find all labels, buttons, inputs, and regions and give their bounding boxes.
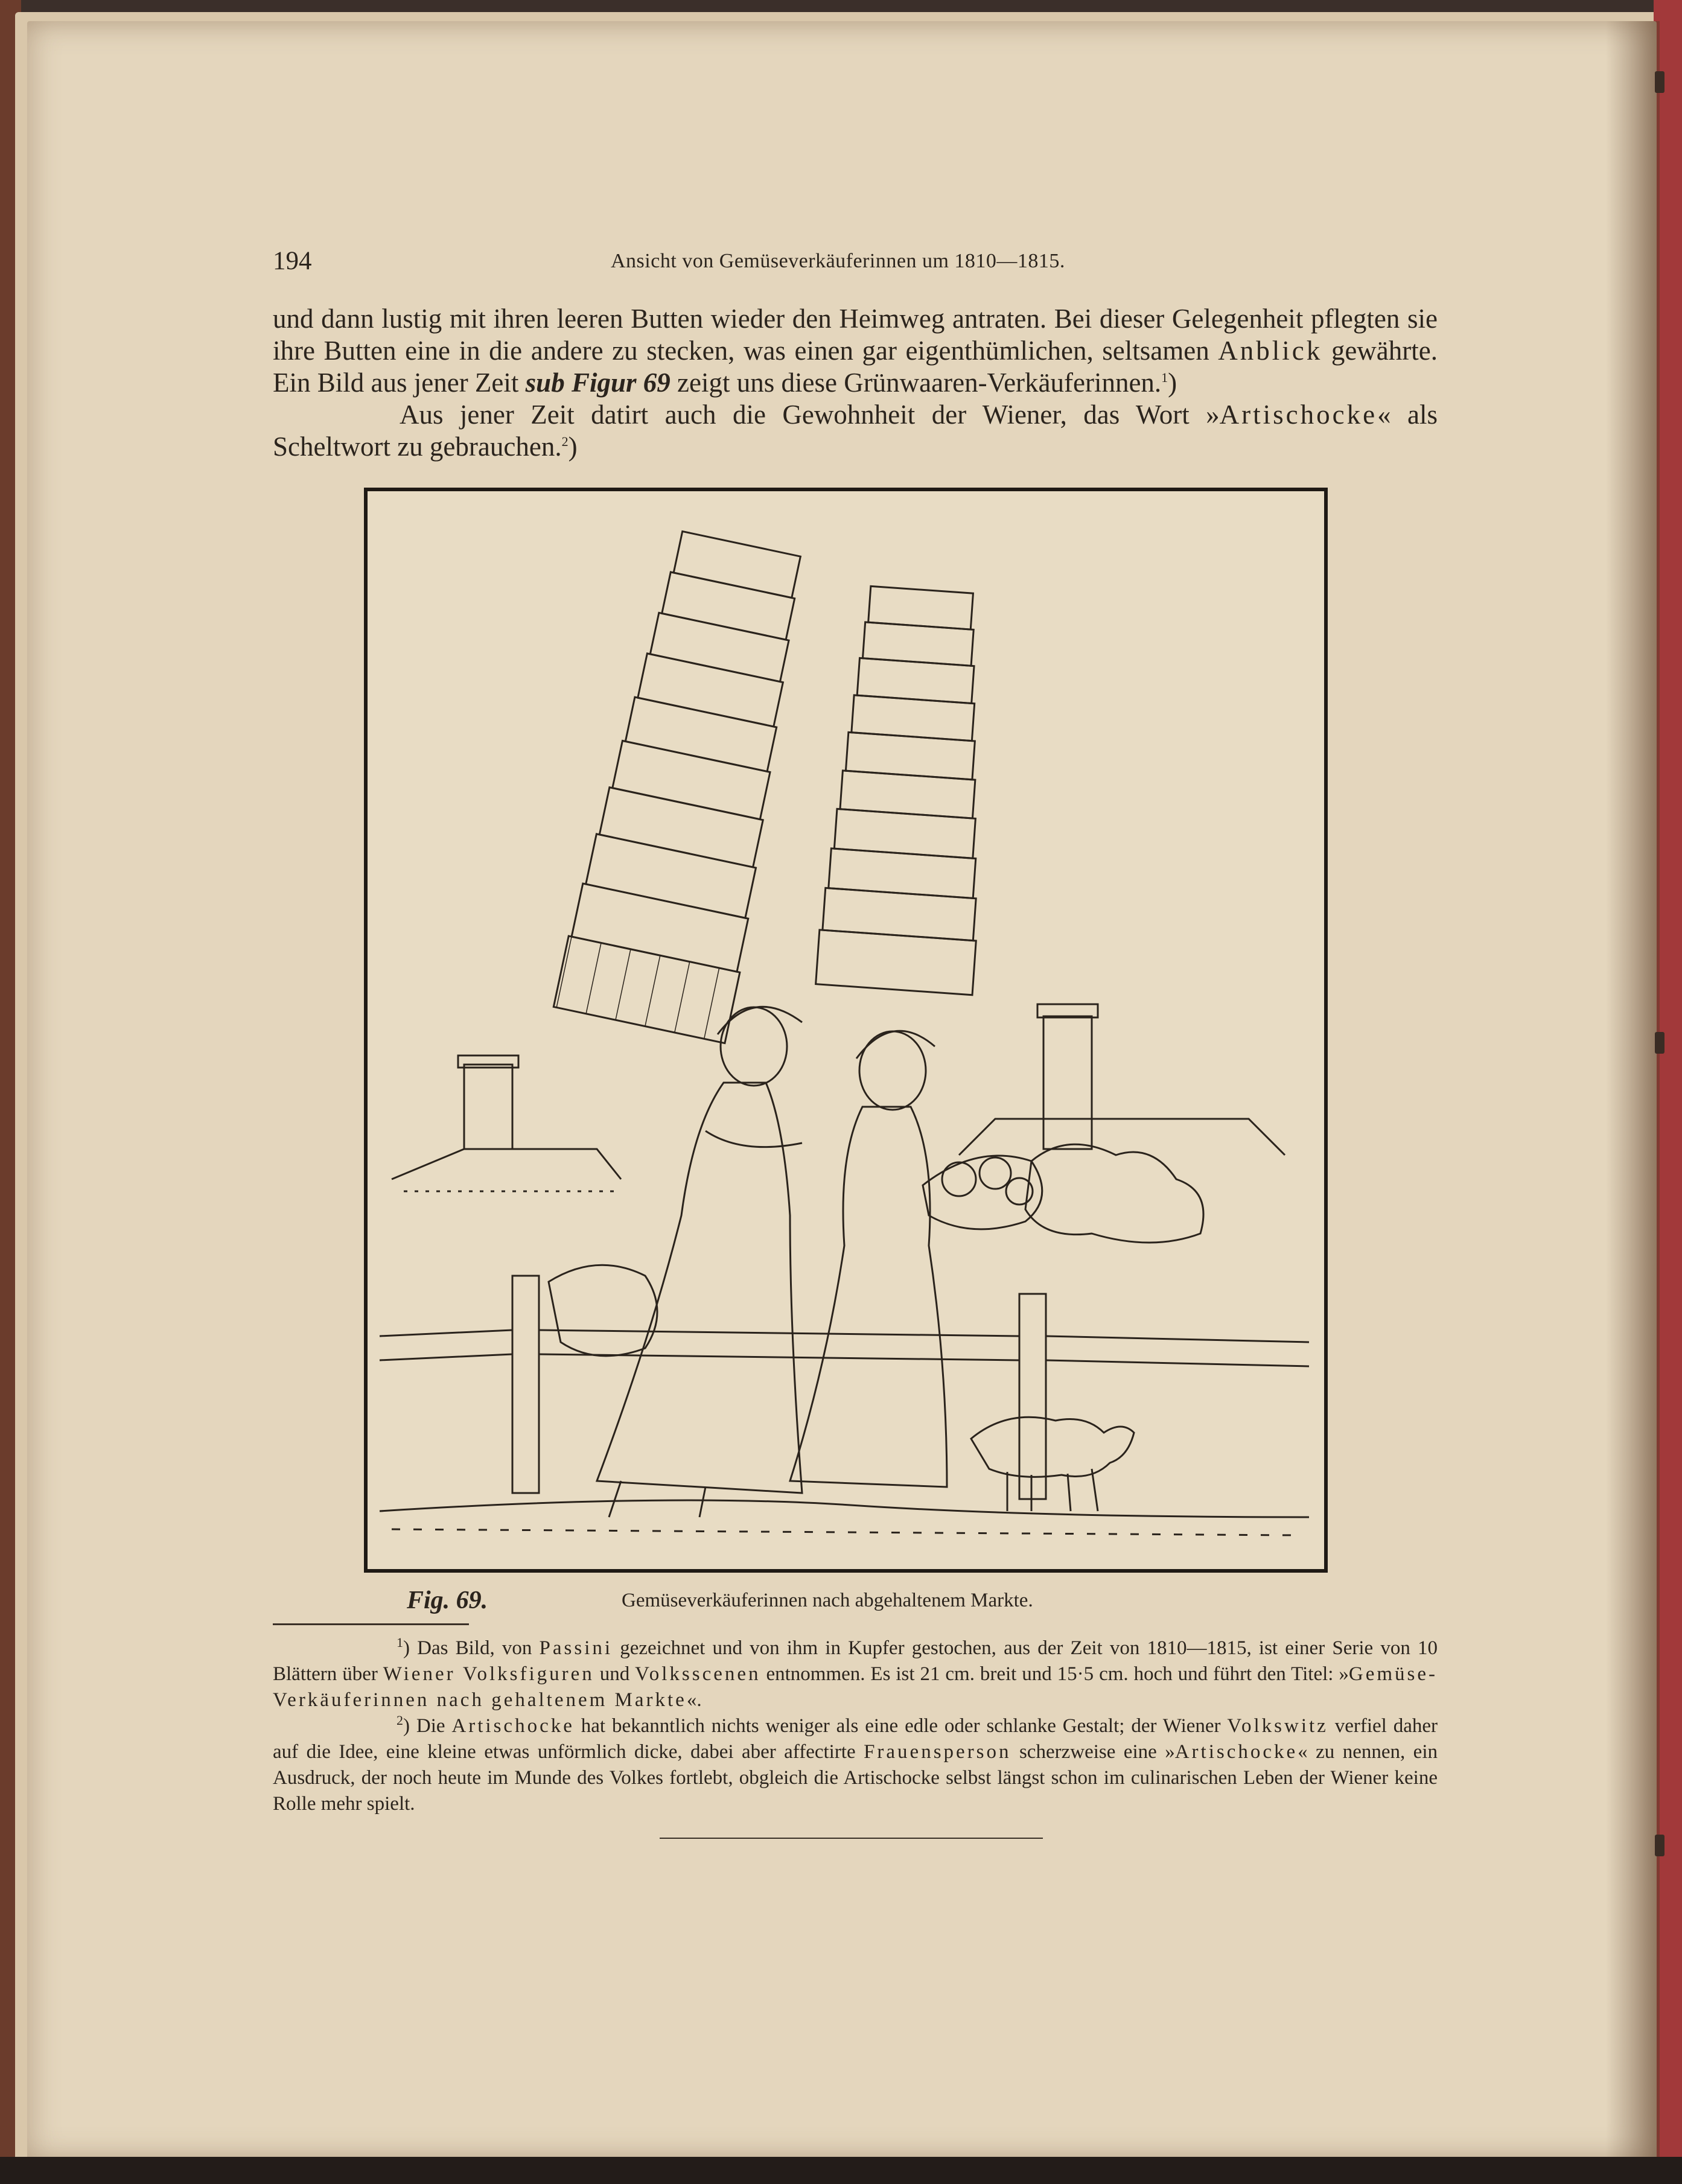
- body-text: [273, 303, 1438, 463]
- paragraph-2: Aus jener Zeit datirt auch die Gewohnheit der Wiener, das Wort »Artischocke« als Scheltwort zu gebrauchen.$^2$): [273, 400, 1438, 462]
- figure-reference: sub Figur 69: [525, 368, 671, 398]
- figure-caption: [273, 1586, 1438, 1616]
- binding-clasp-icon: [1655, 71, 1664, 93]
- figure-caption-text: Gemüseverkäuferinnen nach abgehaltenem Markte.: [622, 1590, 1033, 1611]
- book-bottom-edge: [0, 2157, 1682, 2184]
- footnote-marker: 2: [561, 434, 569, 449]
- engraving-illustration: [364, 488, 1328, 1573]
- binding-clasp-icon: [1655, 1032, 1664, 1054]
- page-number: 194: [273, 247, 312, 275]
- footnote-rule: [273, 1623, 469, 1625]
- end-rule: [660, 1838, 1043, 1839]
- paragraph-1: und dann lustig mit ihren leeren Butten wieder den Heimweg antraten. Bei dieser Gelegenheit pflegten sie ihre Butten eine in die andere zu stecken, was einen gar eigenthümlichen, seltsamen Anblick gewährte. Ein Bild aus jener Zeit sub Figur 69 zeigt uns diese Grünwaaren-Verkäuferinnen.$^1$): [273, 304, 1438, 398]
- running-head: Ansicht von Gemüseverkäuferinnen um 1810—1815.: [611, 250, 1065, 272]
- footnote-2: $^2$) Die Artischocke hat bekanntlich nichts weniger als eine edle oder schlanke Gestalt; der Wiener Volkswitz verfiel daher auf die Idee, eine kleine etwas unförmlich dicke, dabei aber affectirte Frauensperson scherzweise eine »Artischocke« zu nennen, ein Ausdruck, der noch heute im Munde des Volkes fortlebt, obgleich die Artischocke selbst längst schon im culinarischen Leben der Wiener keine Rolle mehr spielt.: [273, 1713, 1438, 1815]
- engraving-drawing: [368, 491, 1324, 1569]
- figure-label: Fig. 69.: [407, 1587, 488, 1614]
- page-header: [273, 246, 1432, 282]
- footnote-1: $^1$) Das Bild, von Passini gezeichnet und von ihm in Kupfer gestochen, aus der Zeit von 1810—1815, ist einer Serie von 10 Blättern über Wiener Volksfiguren und Volksscenen entnommen. Es ist 21 cm. breit und 15·5 cm. hoch und führt den Titel: »Gemüse-Verkäuferinnen nach gehaltenem Markte«.: [273, 1635, 1438, 1711]
- footnotes: [273, 1635, 1438, 1817]
- page-gutter-shadow: [1605, 21, 1660, 2160]
- footnote-marker: 1: [1161, 370, 1168, 385]
- binding-clasp-icon: [1655, 1835, 1664, 1856]
